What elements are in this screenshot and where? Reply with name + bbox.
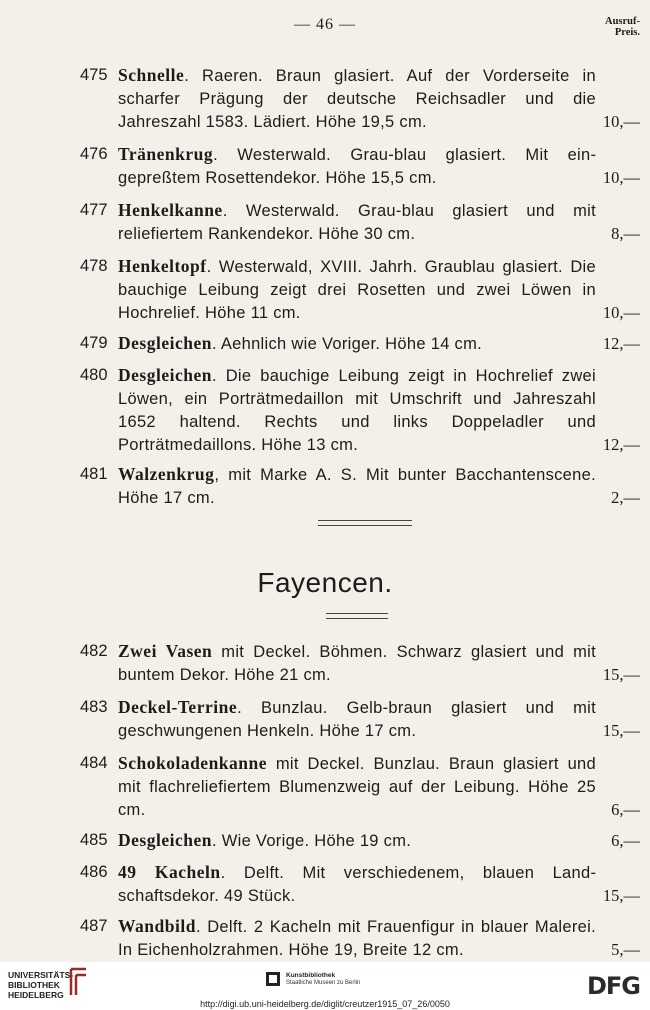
entry-title: Schokoladenkanne (118, 753, 268, 773)
library-logo-line-1: UNIVERSITÄTS- (8, 970, 74, 980)
page-url[interactable]: http://digi.ub.uni-heidelberg.de/diglit/creutzer1915_07_26/0050 (200, 999, 450, 1009)
entry-text (118, 752, 596, 822)
entry-price: 8,— (611, 224, 640, 243)
entry-price: 12,— (602, 435, 640, 454)
entry-text (118, 640, 596, 687)
library-logo-line-3: HEIDELBERG (8, 990, 64, 1000)
entry-description: . Westerwald. Grau-blau glasiert. Mit eingepreßtem Rosettendekor. Höhe 15,5 cm. (118, 146, 596, 187)
dfg-logo[interactable]: DFG (586, 972, 640, 1000)
entry-price: 10,— (602, 112, 640, 131)
entry-number: 479 (80, 334, 108, 352)
entry-description: , mit Marke A. S. Mit bunter Bacchantenscene. Höhe 17 cm. (118, 466, 596, 507)
entry-number: 483 (80, 698, 108, 716)
entry-text (118, 364, 596, 457)
entry-description: mit Deckel. Bunzlau. Braun glasiert und mit flachreliefiertem Blumenzweig auf der Leibung. Höhe 25 cm. (118, 755, 596, 819)
entry-title: Henkeltopf (118, 256, 207, 276)
entry-text (118, 915, 596, 962)
entry-description: . Delft. 2 Kacheln mit Frauenfigur in blauer Malerei. In Eichenholzrahmen. Höhe 19, Breite 12 cm. (118, 918, 596, 959)
entry-price: 6,— (611, 800, 640, 819)
entry-text (118, 829, 596, 853)
kunstbibliothek-subtitle: Staatliche Museen zu Berlin (286, 980, 361, 986)
page-number: — 46 — (294, 16, 356, 33)
entry-number: 480 (80, 366, 108, 384)
entry-price: 15,— (602, 886, 640, 905)
entry-text (118, 199, 596, 246)
entry-number: 478 (80, 257, 108, 275)
price-heading-line-2: Preis. (614, 27, 640, 38)
entry-number: 481 (80, 465, 108, 483)
entry-title: Desgleichen (118, 333, 212, 353)
entry-text (118, 861, 596, 908)
entry-price: 6,— (611, 831, 640, 850)
entry-title: Henkelkanne (118, 200, 223, 220)
footer-bar (0, 962, 650, 1010)
entry-description: . Die bauchige Leibung zeigt in Hochrelief zwei Löwen, ein Porträtmedaillon mit Umschrift und Jahreszahl 1652 haltend. Rechts und links Doppeladler und Porträtmedaillons. Höhe 13 cm. (118, 367, 596, 454)
entry-text (118, 696, 596, 743)
entry-description: . Wie Vorige. Höhe 19 cm. (211, 832, 412, 850)
entry-price: 15,— (602, 721, 640, 740)
kunstbibliothek-logo-icon (265, 971, 281, 987)
section-heading-rule (326, 613, 388, 619)
university-library-logo[interactable] (8, 970, 73, 1000)
entry-number: 486 (80, 863, 108, 881)
entry-number: 485 (80, 831, 108, 849)
entry-description: mit Deckel. Böhmen. Schwarz glasiert und mit buntem Dekor. Höhe 21 cm. (118, 643, 596, 684)
library-logo-line-2: BIBLIOTHEK (8, 980, 60, 990)
entry-title: 49 Kacheln (118, 862, 221, 882)
entry-title: Desgleichen (118, 830, 212, 850)
entry-title: Wandbild (118, 916, 196, 936)
entry-title: Schnelle (118, 65, 185, 85)
entry-text (118, 463, 596, 510)
entry-description: . Westerwald, XVIII. Jahrh. Graublau glasiert. Die bauchige Leibung zeigt drei Rosetten und zwei Löwen in Hochrelief. Höhe 11 cm. (118, 258, 596, 322)
entry-title: Zwei Vasen (118, 641, 213, 661)
entry-price: 5,— (611, 940, 640, 959)
section-heading: Fayencen. (257, 567, 393, 598)
entry-text (118, 143, 596, 190)
entry-description: . Aehnlich wie Voriger. Höhe 14 cm. (211, 335, 483, 353)
entry-title: Tränenkrug (118, 144, 214, 164)
entry-price: 15,— (602, 665, 640, 684)
library-emblem-icon (68, 967, 90, 997)
entry-number: 476 (80, 145, 108, 163)
price-column-heading (605, 16, 640, 38)
entry-title: Walzenkrug (118, 464, 215, 484)
entry-price: 10,— (602, 168, 640, 187)
entry-price: 10,— (602, 303, 640, 322)
entry-description: . Raeren. Braun glasiert. Auf der Vorderseite in scharfer Prägung der deutsche Reichsadler und die Jahreszahl 1583. Lädiert. Höhe 19,5 cm. (118, 67, 596, 131)
entry-text (118, 64, 596, 134)
entry-number: 477 (80, 201, 108, 219)
entry-description: . Delft. Mit verschiedenem, blauen Landschaftsdekor. 49 Stück. (118, 864, 596, 905)
entry-description: . Bunzlau. Gelb-braun glasiert und mit geschwungenen Henkeln. Höhe 17 cm. (118, 699, 596, 740)
entry-title: Deckel-Terrine (118, 697, 238, 717)
entry-number: 484 (80, 754, 108, 772)
section-divider-rule (318, 520, 412, 526)
entry-number: 475 (80, 66, 108, 84)
price-heading-line-1: Ausruf- (604, 16, 640, 27)
entry-description: . Westerwald. Grau-blau glasiert und mit reliefiertem Rankendekor. Höhe 30 cm. (118, 202, 596, 243)
entry-text (118, 255, 596, 325)
entry-title: Desgleichen (118, 365, 212, 385)
entry-price: 12,— (602, 334, 640, 353)
entry-text (118, 332, 596, 356)
entry-price: 2,— (611, 488, 640, 507)
kunstbibliothek-title[interactable]: Kunstbibliothek (286, 972, 336, 979)
entry-number: 487 (80, 917, 108, 935)
entry-number: 482 (80, 642, 108, 660)
